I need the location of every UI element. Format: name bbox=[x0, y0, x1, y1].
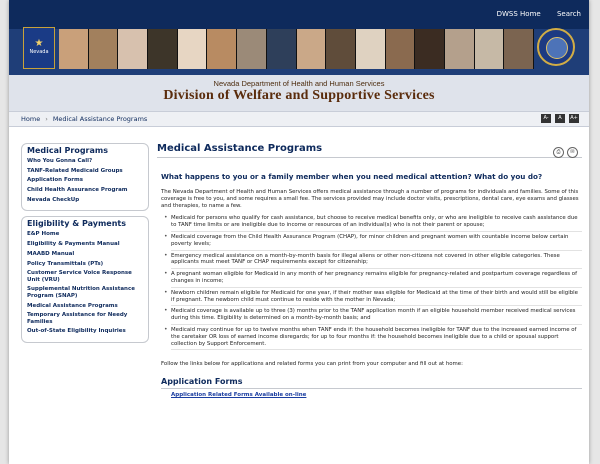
eligibility-payments-box bbox=[21, 216, 149, 343]
sidebar-item-chap[interactable]: Child Health Assurance Program bbox=[27, 187, 128, 194]
banner-photo bbox=[118, 29, 148, 69]
sidebar-item-who-you-gonna-call[interactable]: Who You Gonna Call? bbox=[27, 158, 93, 164]
sidebar bbox=[21, 143, 149, 348]
photo-banner bbox=[9, 29, 589, 75]
sidebar-item-vru[interactable]: Customer Service Voice Response Unit (VRU) bbox=[27, 270, 132, 283]
banner-photo bbox=[148, 29, 178, 69]
sidebar-item-tanf[interactable]: Temporary Assistance for Needy Families bbox=[27, 312, 128, 325]
dwss-home-link[interactable]: DWSS Home bbox=[496, 10, 541, 18]
list-item: • Medicaid coverage is available up to three (3) months prior to the TANF application month if an eligible household member received medical services during this time. Eligibility is determined on a month-by-month basis; and bbox=[171, 306, 582, 325]
sidebar-item-tanf-related-medicaid[interactable]: TANF-Related Medicaid Groups bbox=[27, 167, 123, 174]
sidebar-item-ep-manual[interactable]: Eligibility & Payments Manual bbox=[27, 241, 120, 248]
search-link[interactable]: Search bbox=[556, 10, 581, 18]
list-item: • Medicaid coverage from the Child Health Assurance Program (CHAP), for minor children and pregnant women with countable income below certain poverty levels; bbox=[171, 232, 582, 251]
department-name: Nevada Department of Health and Human Services bbox=[213, 79, 385, 88]
banner-photo bbox=[326, 29, 356, 69]
banner-photo bbox=[89, 29, 119, 69]
title-band bbox=[9, 75, 589, 112]
nevada-logo[interactable] bbox=[23, 27, 55, 69]
email-icon[interactable]: ✉ bbox=[567, 147, 578, 158]
list-item: • Newborn children remain eligible for Medicaid for one year, if their mother was eligible for Medicaid at the time of their birth and would still be eligible if pregnant. The newborn child must continue to reside with the mother in Nevada; bbox=[171, 288, 582, 307]
list-item: • A pregnant woman eligible for Medicaid in any month of her pregnancy remains eligible for pregnancy-related and postpartum coverage regardless of changes in income; bbox=[171, 269, 582, 288]
sidebar-item-application-forms[interactable]: Application Forms bbox=[27, 177, 84, 184]
sidebar-item-medical-assistance[interactable]: Medical Assistance Programs bbox=[27, 302, 118, 309]
main-content bbox=[157, 143, 582, 398]
intro-paragraph: The Nevada Department of Health and Human Services offers medical assistance through a number of programs for individuals and families. Some of this coverage is free to you, and some requires a small fee. The services provided may include doctor visits, prescriptions, dental care, eye exams and glasses and therapies, to name a few. bbox=[161, 189, 579, 209]
list-item: • Medicaid may continue for up to twelve months when TANF ends if: the household becomes ineligible for TANF due to the increased earned income of the caretaker OR loss of earned income disregards; for up to four months if: the household becomes ineligible due to a child or spousal support collection by Support Enforcement. bbox=[171, 325, 582, 350]
banner-photo bbox=[356, 29, 386, 69]
banner-photo bbox=[59, 29, 89, 69]
logo-label: Nevada bbox=[29, 49, 49, 55]
banner-photo bbox=[386, 29, 416, 69]
page-tools bbox=[553, 147, 578, 158]
font-size-controls bbox=[541, 114, 579, 123]
division-name: Division of Welfare and Supportive Services bbox=[163, 88, 435, 103]
banner-photo bbox=[475, 29, 505, 69]
sidebar-item-policy-transmittals[interactable]: Policy Transmittals (PTs) bbox=[27, 260, 104, 267]
photo-strip bbox=[59, 29, 534, 69]
breadcrumb bbox=[9, 112, 589, 127]
sidebar-item-maabd-manual[interactable]: MAABD Manual bbox=[27, 250, 75, 257]
breadcrumb-current: Medical Assistance Programs bbox=[52, 115, 148, 123]
banner-photo bbox=[237, 29, 267, 69]
program-list bbox=[157, 213, 582, 350]
top-bar bbox=[9, 0, 589, 32]
eligibility-payments-heading: Eligibility & Payments bbox=[27, 219, 127, 229]
page bbox=[9, 0, 589, 464]
application-forms-link[interactable]: Application Related Forms Available on-line bbox=[171, 392, 307, 399]
star-icon: ★ bbox=[34, 38, 44, 49]
sidebar-item-out-of-state[interactable]: Out-of-State Eligibility Inquiries bbox=[27, 328, 126, 335]
medical-programs-box bbox=[21, 143, 149, 211]
chevron-right-icon: › bbox=[45, 115, 48, 123]
font-decrease-button[interactable]: A- bbox=[541, 114, 551, 123]
follow-links-text: Follow the links below for applications and related forms you can print from your computer and fill out at home: bbox=[161, 361, 463, 368]
sidebar-item-snap[interactable]: Supplemental Nutrition Assistance Program (SNAP) bbox=[27, 286, 135, 299]
font-reset-button[interactable]: A bbox=[555, 114, 565, 123]
banner-photo bbox=[207, 29, 237, 69]
question-heading: What happens to you or a family member when you need medical attention? What do you do? bbox=[161, 172, 543, 181]
banner-photo bbox=[267, 29, 297, 69]
page-title: Medical Assistance Programs bbox=[157, 143, 582, 158]
banner-photo bbox=[297, 29, 327, 69]
font-increase-button[interactable]: A+ bbox=[570, 115, 578, 121]
banner-photo bbox=[504, 29, 534, 69]
print-icon[interactable]: ⎙ bbox=[553, 147, 564, 158]
banner-photo bbox=[415, 29, 445, 69]
banner-photo bbox=[178, 29, 208, 69]
state-seal bbox=[537, 28, 575, 66]
sidebar-item-ep-home[interactable]: E&P Home bbox=[27, 231, 60, 238]
top-links bbox=[483, 10, 581, 18]
breadcrumb-home[interactable]: Home bbox=[21, 115, 41, 123]
list-item: • Medicaid for persons who qualify for cash assistance, but choose to receive medical benefits only, or who are ineligible to receive cash assistance due to TANF time limits or are ineligible due to income or resources of an individual(s) who is not their parent or spouse; bbox=[171, 213, 582, 232]
application-forms-heading: Application Forms bbox=[161, 377, 582, 389]
sidebar-item-nevada-checkup[interactable]: Nevada CheckUp bbox=[27, 196, 80, 203]
medical-programs-heading: Medical Programs bbox=[27, 146, 108, 155]
banner-photo bbox=[445, 29, 475, 69]
list-item: • Emergency medical assistance on a month-by-month basis for illegal aliens or other non-citizens not covered in other eligible categories. These applicants must meet TANF or CHAP requirements except for citizenship; bbox=[171, 251, 582, 270]
